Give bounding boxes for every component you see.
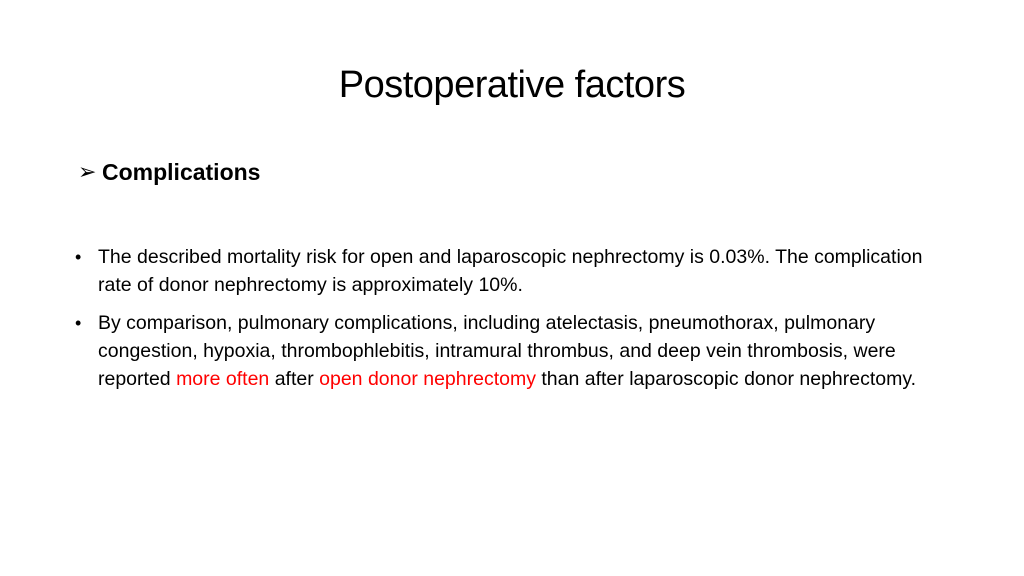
bullet-list <box>72 243 952 403</box>
bullet-text: after <box>269 368 320 390</box>
highlight-more-often: more often <box>176 368 270 390</box>
bullet-dot-icon: • <box>75 247 82 267</box>
bullet-text: By comparison, pulmonary complications, including atelectasis, pneumothorax, pulmonary congestion, hypoxia, thrombophlebitis, intramural thrombus, and deep vein thrombosis, were reported <box>98 312 896 390</box>
bullet-dot-icon: • <box>75 313 82 333</box>
subheading <box>78 156 260 188</box>
highlight-open-donor-nephrectomy: open donor nephrectomy <box>319 368 536 390</box>
bullet-text: than after laparoscopic donor nephrectomy. <box>535 368 917 390</box>
arrow-bullet-icon: ➢ <box>78 159 97 184</box>
bullet-item-comparison <box>72 309 952 393</box>
bullet-item-mortality <box>72 243 952 299</box>
subheading-label: Complications <box>102 159 261 185</box>
slide-title: Postoperative factors <box>338 64 686 106</box>
bullet-text: The described mortality risk for open and laparoscopic nephrectomy is 0.03%. The complication rate of donor nephrectomy is approximately 10%. <box>98 246 923 296</box>
